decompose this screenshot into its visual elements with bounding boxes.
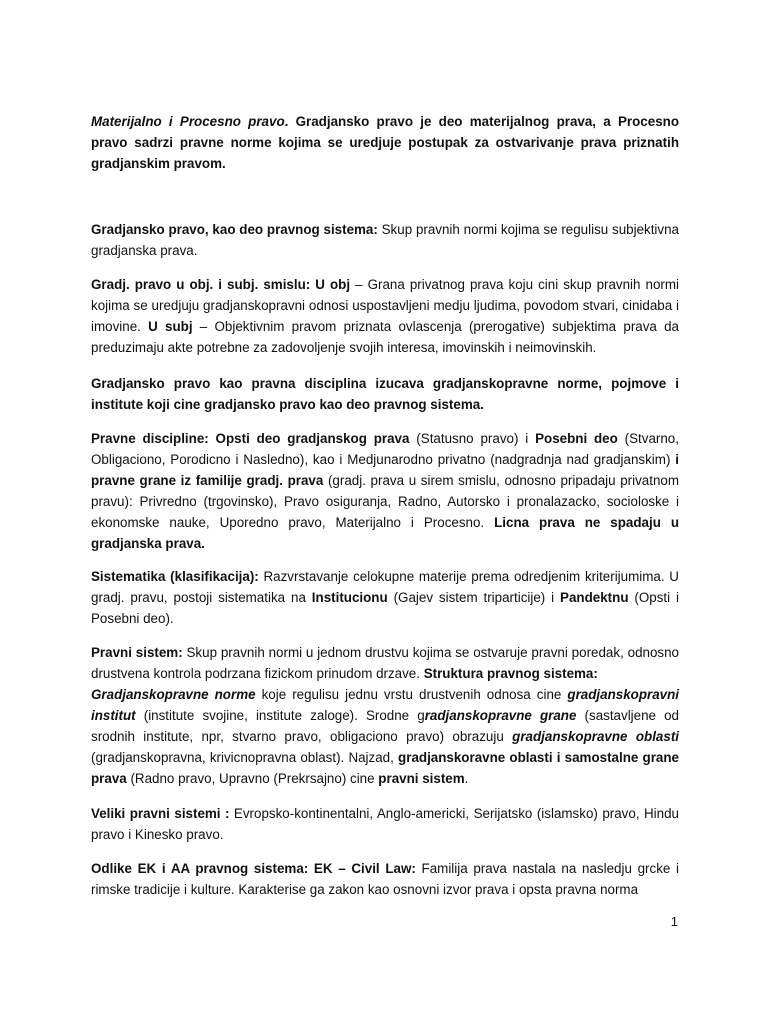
paragraph-gradjansko-pravo-sistem: Gradjansko pravo, kao deo pravnog sistema: Skup pravnih normi kojima se regulisu subjektivna gradjanska prava. xyxy=(91,222,679,258)
paragraph-pravne-discipline: Pravne discipline: Opsti deo gradjanskog prava (Statusno pravo) i Posebni deo (Stvarno, Obligaciono, Porodicno i Nasledno), kao i Medjunarodno privatno (nadgradnja nad gradjanskim) i pravne grane iz familije gradj. prava (gradj. prava u sirem smislu, odnosno pripadaju privatnom pravu): Privredno (trgovinsko), Pravo osiguranja, Radno, Autorsko i pronalazacko, socioloske i ekonomske nauke, Uporedno pravo, Materijalno i Procesno. Licna prava ne spadaju u gradjanska prava. xyxy=(91,431,680,551)
paragraph-materijalno-procesno xyxy=(91,111,679,174)
paragraph-pravni-sistem: Pravni sistem: Skup pravnih normi u jednom drustvu kojima se ostvaruje pravni poredak, odnosno drustvena kontrola podrzana fizickom prinudom drzave. Struktura pravnog sistema: Gradjanskopravne norme koje regulisu jednu vrstu drustvenih odnosa cine gradjanskopravni institut (institute svojine, institute zaloge). Srodne gradjanskopravne grane (sastavljene od srodnih institute, npr, stvarno pravo, obligaciono pravo) obrazuju gradjanskopravne oblasti (gradjanskopravna, krivicnopravna oblast). Najzad, gradjanskoravne oblasti i samostalne grane prava (Radno pravo, Upravno (Prekrsajno) cine pravni sistem. xyxy=(91,645,680,786)
paragraph-veliki-pravni-sistemi: Veliki pravni sistemi : Evropsko-kontinentalni, Anglo-americki, Serijatsko (islamsko) pravo, Hindu pravo i Kinesko pravo. xyxy=(91,806,679,842)
page-number: 1 xyxy=(670,914,678,929)
term-materijalno-procesno: Materijalno i Procesno pravo. Gradjansko pravo je deo materijalnog prava, a Procesno pravo sadrzi pravne norme kojima se uredjuje postupak za ostvarivanje prava priznatih gradjanskim pravom. xyxy=(91,114,679,171)
paragraph-sistematika: Sistematika (klasifikacija): Razvrstavanje celokupne materije prema odredjenim kriterijumima. U gradj. pravu, postoji sistematika na Institucionu (Gajev sistem triparticije) i Pandektnu (Opsti i Posebni deo). xyxy=(91,569,679,626)
paragraph-obj-subj-smisao: Gradj. pravo u obj. i subj. smislu: U obj – Grana privatnog prava koju cini skup pravnih normi kojima se uredjuju gradjanskopravni odnosi uspostavljeni medju ljudima, povodom stvari, cinidaba i imovine. U subj – Objektivnim pravom priznata ovlascenja (prerogative) subjektima prava da preduzimaju akte potrebne za zadovoljenje svojih interesa, imovinskih i neimovinskih. xyxy=(91,277,680,355)
paragraph-odlike-ek-aa: Odlike EK i AA pravnog sistema: EK – Civil Law: Familija prava nastala na nasledju grcke i rimske tradicije i kulture. Karakterise ga zakon kao osnovni izvor prava i opsta pravna norma xyxy=(91,861,680,897)
paragraph-pravna-disciplina: Gradjansko pravo kao pravna disciplina izucava gradjanskopravne norme, pojmove i institute koji cine gradjansko pravo kao deo pravnog sistema. xyxy=(91,376,679,412)
